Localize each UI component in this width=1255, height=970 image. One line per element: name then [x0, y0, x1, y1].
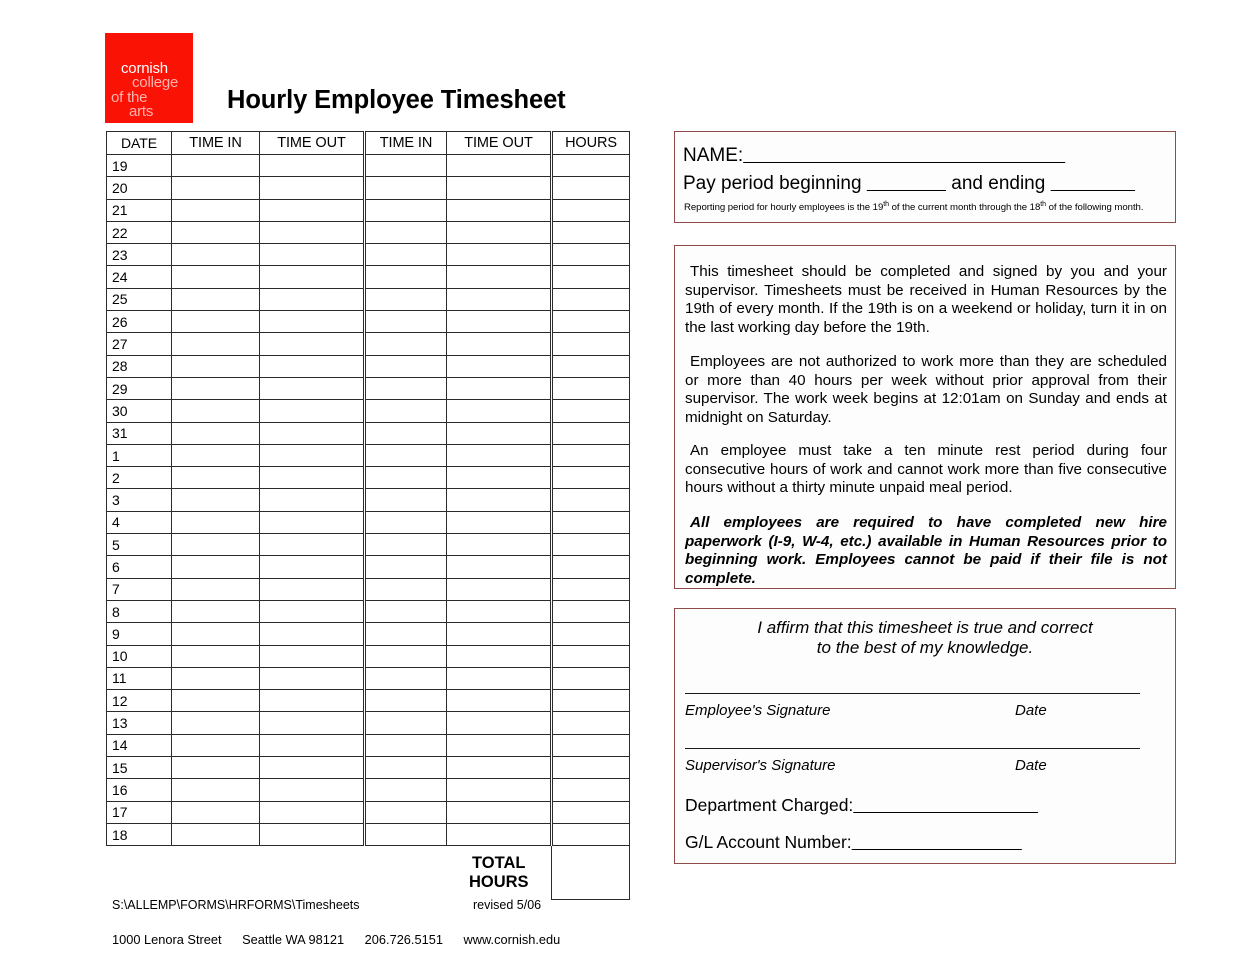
time-out-1-cell[interactable] — [260, 534, 365, 556]
gl-account-number-field — [685, 832, 1022, 853]
time-out-1-cell[interactable] — [260, 155, 365, 177]
table-row — [107, 801, 630, 823]
time-in-2-cell[interactable] — [365, 288, 447, 310]
table-row — [107, 266, 630, 288]
time-in-1-cell[interactable] — [172, 623, 260, 645]
supervisor-signature-row — [685, 757, 1145, 774]
time-out-2-cell[interactable] — [447, 221, 552, 243]
table-row — [107, 823, 630, 845]
date-cell: 29 — [107, 377, 172, 399]
time-out-2-cell[interactable] — [447, 757, 552, 779]
gl-account-number-blank[interactable] — [852, 832, 1022, 852]
column-header-time-in-1: TIME IN — [172, 132, 260, 155]
pay-period-prefix-label: Pay period beginning — [683, 173, 862, 194]
time-in-2-cell[interactable] — [365, 801, 447, 823]
time-out-1-cell[interactable] — [260, 690, 365, 712]
time-out-1-cell[interactable] — [260, 444, 365, 466]
time-out-1-cell[interactable] — [260, 489, 365, 511]
time-out-1-cell[interactable] — [260, 600, 365, 622]
date-cell: 31 — [107, 422, 172, 444]
column-header-date: DATE — [107, 132, 172, 155]
time-in-2-cell[interactable] — [365, 355, 447, 377]
instructions-paragraph-1: This timesheet should be completed and signed by you and your supervisor. Timesheets must be received in Human Resources by the 19th of every month. If the 19th is on a weekend or holiday, turn it in on the last working day before the 19th. — [685, 263, 1167, 336]
total-hours-value-cell[interactable] — [552, 846, 630, 900]
time-out-2-cell[interactable] — [447, 377, 552, 399]
time-in-2-cell[interactable] — [365, 779, 447, 801]
date-cell: 30 — [107, 400, 172, 422]
table-row — [107, 422, 630, 444]
time-in-1-cell[interactable] — [172, 779, 260, 801]
time-out-2-cell[interactable] — [447, 534, 552, 556]
gl-account-number-label: G/L Account Number: — [685, 832, 852, 852]
time-out-2-cell[interactable] — [447, 578, 552, 600]
time-in-2-cell[interactable] — [365, 199, 447, 221]
time-in-1-cell[interactable] — [172, 489, 260, 511]
time-out-1-cell[interactable] — [260, 199, 365, 221]
time-out-2-cell[interactable] — [447, 645, 552, 667]
employee-signature-row — [685, 702, 1145, 719]
time-out-2-cell[interactable] — [447, 333, 552, 355]
column-header-time-out-2: TIME OUT — [447, 132, 552, 155]
hours-cell[interactable] — [552, 444, 630, 466]
table-row — [107, 155, 630, 177]
time-in-1-cell[interactable] — [172, 221, 260, 243]
table-row — [107, 757, 630, 779]
hours-cell[interactable] — [552, 489, 630, 511]
time-out-2-cell[interactable] — [447, 199, 552, 221]
footer-city-state-zip: Seattle WA 98121 — [242, 932, 345, 947]
affirmation-line-2: to the best of my knowledge. — [816, 638, 1034, 657]
time-out-1-cell[interactable] — [260, 355, 365, 377]
pay-period-end-blank[interactable] — [1051, 173, 1135, 194]
date-cell: 21 — [107, 199, 172, 221]
date-cell: 25 — [107, 288, 172, 310]
hours-cell[interactable] — [552, 467, 630, 489]
hours-cell[interactable] — [552, 266, 630, 288]
table-row — [107, 311, 630, 333]
hours-cell[interactable] — [552, 177, 630, 199]
total-spacer-2 — [172, 846, 260, 900]
time-in-1-cell[interactable] — [172, 734, 260, 756]
time-out-2-cell[interactable] — [447, 177, 552, 199]
total-hours-label — [447, 846, 552, 900]
name-field-line — [683, 145, 1065, 167]
cornish-college-logo — [105, 33, 193, 123]
hours-cell[interactable] — [552, 355, 630, 377]
time-out-2-cell[interactable] — [447, 467, 552, 489]
time-out-2-cell[interactable] — [447, 801, 552, 823]
time-in-1-cell[interactable] — [172, 600, 260, 622]
time-in-1-cell[interactable] — [172, 712, 260, 734]
time-in-2-cell[interactable] — [365, 177, 447, 199]
hours-cell[interactable] — [552, 377, 630, 399]
hours-cell[interactable] — [552, 288, 630, 310]
time-out-1-cell[interactable] — [260, 266, 365, 288]
hours-cell[interactable] — [552, 623, 630, 645]
time-in-1-cell[interactable] — [172, 333, 260, 355]
time-out-1-cell[interactable] — [260, 467, 365, 489]
date-cell: 14 — [107, 734, 172, 756]
date-cell: 5 — [107, 534, 172, 556]
time-in-2-cell[interactable] — [365, 823, 447, 845]
date-cell: 15 — [107, 757, 172, 779]
reporting-note-sup2: th — [1040, 201, 1046, 208]
time-in-2-cell[interactable] — [365, 444, 447, 466]
reporting-note-part1: Reporting period for hourly employees is the 19 — [684, 202, 884, 214]
date-cell: 28 — [107, 355, 172, 377]
table-row — [107, 734, 630, 756]
time-in-2-cell[interactable] — [365, 221, 447, 243]
logo-line-arts: arts — [129, 103, 154, 120]
time-in-1-cell[interactable] — [172, 266, 260, 288]
time-out-1-cell[interactable] — [260, 578, 365, 600]
footer-address — [112, 932, 560, 947]
page-header — [105, 30, 665, 126]
time-in-1-cell[interactable] — [172, 422, 260, 444]
table-row — [107, 177, 630, 199]
time-in-1-cell[interactable] — [172, 311, 260, 333]
time-in-2-cell[interactable] — [365, 556, 447, 578]
time-out-1-cell[interactable] — [260, 645, 365, 667]
table-row — [107, 556, 630, 578]
time-out-1-cell[interactable] — [260, 734, 365, 756]
hours-cell[interactable] — [552, 311, 630, 333]
table-row — [107, 467, 630, 489]
table-row — [107, 444, 630, 466]
time-in-2-cell[interactable] — [365, 377, 447, 399]
time-out-2-cell[interactable] — [447, 600, 552, 622]
instructions-paragraph-2: Employees are not authorized to work more than they are scheduled or more than 40 hours per week without prior approval from their supervisor. The work week begins at 12:01am on Sunday and ends at midnight on Saturday. — [685, 353, 1167, 426]
department-charged-label: Department Charged: — [685, 795, 854, 815]
time-in-2-cell[interactable] — [365, 422, 447, 444]
time-in-2-cell[interactable] — [365, 578, 447, 600]
total-hours-label-line1: TOTAL — [472, 853, 526, 872]
date-cell: 20 — [107, 177, 172, 199]
time-out-2-cell[interactable] — [447, 355, 552, 377]
table-row — [107, 333, 630, 355]
pay-period-middle-label: and ending — [951, 173, 1046, 194]
time-in-1-cell[interactable] — [172, 534, 260, 556]
reporting-note-sup1: th — [883, 201, 889, 208]
time-in-1-cell[interactable] — [172, 667, 260, 689]
time-out-1-cell[interactable] — [260, 221, 365, 243]
instructions-paragraph-4-emphasis: All employees are required to have completed new hire paperwork (I-9, W-4, etc.) available in Human Resources prior to beginning work. Employees cannot be paid if their file is not complete. — [685, 514, 1167, 587]
time-out-2-cell[interactable] — [447, 155, 552, 177]
table-row — [107, 288, 630, 310]
date-cell: 12 — [107, 690, 172, 712]
footer-phone: 206.726.5151 — [364, 932, 443, 947]
instructions-box — [674, 245, 1176, 589]
time-out-1-cell[interactable] — [260, 288, 365, 310]
hours-cell[interactable] — [552, 199, 630, 221]
signature-box — [674, 608, 1176, 864]
hours-cell[interactable] — [552, 779, 630, 801]
instructions-paragraph-3: An employee must take a ten minute rest period during four consecutive hours of work and cannot work more than five consecutive hours without a thirty minute unpaid meal period. — [685, 442, 1167, 497]
footer-file-path: S:\ALLEMP\FORMS\HRFORMS\Timesheets — [112, 898, 360, 912]
time-out-1-cell[interactable] — [260, 400, 365, 422]
hours-cell[interactable] — [552, 400, 630, 422]
time-out-1-cell[interactable] — [260, 556, 365, 578]
pay-period-line — [683, 173, 1135, 195]
time-in-1-cell[interactable] — [172, 578, 260, 600]
time-in-1-cell[interactable] — [172, 823, 260, 845]
time-in-1-cell[interactable] — [172, 467, 260, 489]
name-and-pay-period-box — [674, 131, 1176, 223]
affirmation-line-1: I affirm that this timesheet is true and correct — [757, 618, 1093, 637]
table-row — [107, 712, 630, 734]
time-in-2-cell[interactable] — [365, 667, 447, 689]
time-out-2-cell[interactable] — [447, 823, 552, 845]
timesheet-body — [107, 155, 630, 846]
hours-cell[interactable] — [552, 578, 630, 600]
date-cell: 13 — [107, 712, 172, 734]
department-charged-blank[interactable] — [853, 795, 1038, 815]
hours-cell[interactable] — [552, 712, 630, 734]
table-header-row — [107, 132, 630, 155]
date-cell: 17 — [107, 801, 172, 823]
employee-date-label: Date — [1015, 702, 1047, 719]
hours-cell[interactable] — [552, 244, 630, 266]
hours-cell[interactable] — [552, 757, 630, 779]
time-out-1-cell[interactable] — [260, 801, 365, 823]
table-row — [107, 244, 630, 266]
time-out-2-cell[interactable] — [447, 400, 552, 422]
date-cell: 16 — [107, 779, 172, 801]
time-out-1-cell[interactable] — [260, 377, 365, 399]
time-out-2-cell[interactable] — [447, 623, 552, 645]
time-in-1-cell[interactable] — [172, 645, 260, 667]
time-out-2-cell[interactable] — [447, 779, 552, 801]
time-in-2-cell[interactable] — [365, 534, 447, 556]
time-in-1-cell[interactable] — [172, 199, 260, 221]
time-in-1-cell[interactable] — [172, 177, 260, 199]
time-in-2-cell[interactable] — [365, 400, 447, 422]
table-row — [107, 645, 630, 667]
time-out-2-cell[interactable] — [447, 288, 552, 310]
reporting-note-part3: of the following month. — [1046, 202, 1144, 214]
time-in-2-cell[interactable] — [365, 623, 447, 645]
time-in-1-cell[interactable] — [172, 801, 260, 823]
time-in-2-cell[interactable] — [365, 690, 447, 712]
time-in-1-cell[interactable] — [172, 757, 260, 779]
table-row — [107, 779, 630, 801]
date-cell: 8 — [107, 600, 172, 622]
time-in-2-cell[interactable] — [365, 757, 447, 779]
hours-cell[interactable] — [552, 534, 630, 556]
total-spacer-3 — [260, 846, 365, 900]
table-row — [107, 221, 630, 243]
table-row — [107, 355, 630, 377]
time-in-2-cell[interactable] — [365, 266, 447, 288]
time-out-1-cell[interactable] — [260, 779, 365, 801]
footer-revised-date: revised 5/06 — [473, 898, 542, 912]
time-out-1-cell[interactable] — [260, 757, 365, 779]
footer-street: 1000 Lenora Street — [112, 932, 222, 947]
time-out-1-cell[interactable] — [260, 667, 365, 689]
timesheet-table — [106, 131, 630, 900]
date-cell: 23 — [107, 244, 172, 266]
time-in-2-cell[interactable] — [365, 333, 447, 355]
date-cell: 24 — [107, 266, 172, 288]
time-out-1-cell[interactable] — [260, 823, 365, 845]
time-out-1-cell[interactable] — [260, 177, 365, 199]
time-in-2-cell[interactable] — [365, 311, 447, 333]
time-in-2-cell[interactable] — [365, 489, 447, 511]
date-cell: 27 — [107, 333, 172, 355]
time-out-1-cell[interactable] — [260, 623, 365, 645]
date-cell: 11 — [107, 667, 172, 689]
time-in-1-cell[interactable] — [172, 400, 260, 422]
time-out-1-cell[interactable] — [260, 311, 365, 333]
table-row — [107, 690, 630, 712]
time-out-2-cell[interactable] — [447, 556, 552, 578]
table-row — [107, 400, 630, 422]
table-row — [107, 600, 630, 622]
time-in-2-cell[interactable] — [365, 511, 447, 533]
hours-cell[interactable] — [552, 734, 630, 756]
time-in-2-cell[interactable] — [365, 645, 447, 667]
hours-cell[interactable] — [552, 823, 630, 845]
time-out-2-cell[interactable] — [447, 422, 552, 444]
time-out-2-cell[interactable] — [447, 712, 552, 734]
time-in-1-cell[interactable] — [172, 511, 260, 533]
reporting-note-part2: of the current month through the 18 — [888, 202, 1041, 214]
time-out-1-cell[interactable] — [260, 333, 365, 355]
hours-cell[interactable] — [552, 690, 630, 712]
time-in-1-cell[interactable] — [172, 288, 260, 310]
date-cell: 1 — [107, 444, 172, 466]
date-cell: 22 — [107, 221, 172, 243]
date-cell: 18 — [107, 823, 172, 845]
column-header-time-in-2: TIME IN — [365, 132, 447, 155]
time-in-2-cell[interactable] — [365, 712, 447, 734]
time-in-2-cell[interactable] — [365, 467, 447, 489]
name-input-blank[interactable] — [743, 145, 1065, 166]
time-in-1-cell[interactable] — [172, 355, 260, 377]
hours-cell[interactable] — [552, 511, 630, 533]
date-cell: 9 — [107, 623, 172, 645]
column-header-time-out-1: TIME OUT — [260, 132, 365, 155]
table-row — [107, 623, 630, 645]
time-out-2-cell[interactable] — [447, 244, 552, 266]
time-in-1-cell[interactable] — [172, 444, 260, 466]
time-in-1-cell[interactable] — [172, 244, 260, 266]
time-out-2-cell[interactable] — [447, 444, 552, 466]
time-in-1-cell[interactable] — [172, 377, 260, 399]
supervisor-date-label: Date — [1015, 757, 1047, 774]
time-out-2-cell[interactable] — [447, 511, 552, 533]
table-row — [107, 578, 630, 600]
time-in-2-cell[interactable] — [365, 155, 447, 177]
time-in-1-cell[interactable] — [172, 690, 260, 712]
time-out-2-cell[interactable] — [447, 667, 552, 689]
date-cell: 6 — [107, 556, 172, 578]
supervisor-signature-line[interactable] — [685, 748, 1140, 749]
table-row — [107, 534, 630, 556]
total-hours-row — [107, 846, 630, 900]
hours-cell[interactable] — [552, 667, 630, 689]
time-out-1-cell[interactable] — [260, 422, 365, 444]
date-cell: 10 — [107, 645, 172, 667]
time-out-2-cell[interactable] — [447, 690, 552, 712]
hours-cell[interactable] — [552, 333, 630, 355]
name-label: NAME: — [683, 145, 744, 166]
time-out-2-cell[interactable] — [447, 734, 552, 756]
hours-cell[interactable] — [552, 600, 630, 622]
date-cell: 19 — [107, 155, 172, 177]
total-spacer-4 — [365, 846, 447, 900]
page-title: Hourly Employee Timesheet — [227, 86, 566, 114]
hours-cell[interactable] — [552, 155, 630, 177]
hours-cell[interactable] — [552, 645, 630, 667]
footer-website: www.cornish.edu — [463, 932, 561, 947]
time-out-2-cell[interactable] — [447, 266, 552, 288]
department-charged-field — [685, 795, 1038, 816]
time-out-2-cell[interactable] — [447, 311, 552, 333]
hours-cell[interactable] — [552, 556, 630, 578]
time-in-2-cell[interactable] — [365, 734, 447, 756]
table-row — [107, 511, 630, 533]
time-in-1-cell[interactable] — [172, 155, 260, 177]
date-cell: 26 — [107, 311, 172, 333]
logo-line-of-the: of the — [111, 89, 148, 106]
time-in-1-cell[interactable] — [172, 556, 260, 578]
time-out-1-cell[interactable] — [260, 712, 365, 734]
table-row — [107, 377, 630, 399]
date-cell: 2 — [107, 467, 172, 489]
table-row — [107, 667, 630, 689]
time-out-1-cell[interactable] — [260, 244, 365, 266]
logo-line-college: college — [132, 74, 179, 91]
affirmation-statement — [675, 618, 1175, 658]
total-spacer-1 — [107, 846, 172, 900]
table-row — [107, 199, 630, 221]
employee-signature-label: Employee's Signature — [685, 702, 831, 719]
date-cell: 4 — [107, 511, 172, 533]
table-row — [107, 489, 630, 511]
employee-signature-line[interactable] — [685, 693, 1140, 694]
pay-period-begin-blank[interactable] — [867, 173, 946, 194]
reporting-period-note — [684, 201, 1143, 213]
total-hours-label-line2: HOURS — [468, 872, 529, 891]
time-out-2-cell[interactable] — [447, 489, 552, 511]
supervisor-signature-label: Supervisor's Signature — [685, 757, 836, 774]
time-out-1-cell[interactable] — [260, 511, 365, 533]
column-header-hours: HOURS — [552, 132, 630, 155]
logo-line-cornish: cornish — [121, 60, 168, 77]
date-cell: 7 — [107, 578, 172, 600]
hours-cell[interactable] — [552, 422, 630, 444]
time-in-2-cell[interactable] — [365, 244, 447, 266]
hours-cell[interactable] — [552, 221, 630, 243]
date-cell: 3 — [107, 489, 172, 511]
hours-cell[interactable] — [552, 801, 630, 823]
time-in-2-cell[interactable] — [365, 600, 447, 622]
